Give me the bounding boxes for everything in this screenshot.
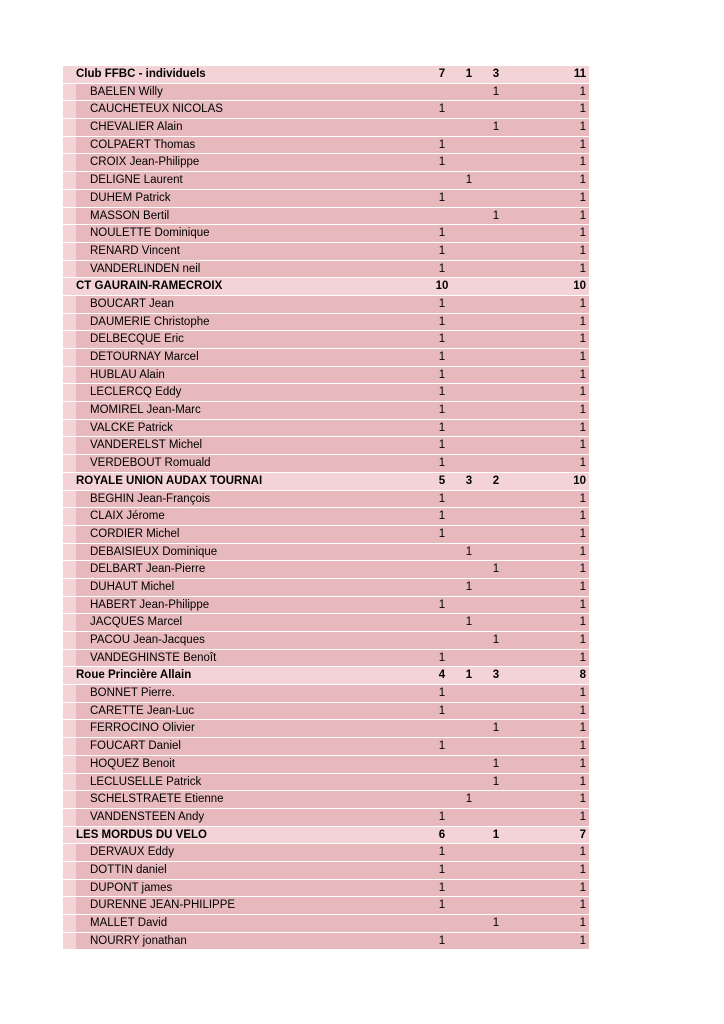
member-count-col1: 1 xyxy=(438,510,446,523)
club-name: ROYALE UNION AUDAX TOURNAI xyxy=(76,474,263,487)
member-name: COLPAERT Thomas xyxy=(90,138,196,151)
member-row xyxy=(63,720,589,738)
member-count-col2: 1 xyxy=(465,174,473,187)
member-total: 1 xyxy=(579,315,586,328)
member-name: VALCKE Patrick xyxy=(90,421,173,434)
row-indent xyxy=(63,720,76,737)
member-count-col1: 1 xyxy=(438,386,446,399)
member-count-col1: 1 xyxy=(438,103,446,116)
club-name: Club FFBC - individuels xyxy=(76,68,206,80)
member-count-col3: 1 xyxy=(492,563,500,576)
club-total: 7 xyxy=(579,828,586,841)
member-name: CAUCHETEUX NICOLAS xyxy=(90,103,223,116)
row-indent xyxy=(63,420,76,437)
member-row xyxy=(63,349,589,367)
club-name: LES MORDUS DU VELO xyxy=(76,828,207,841)
member-total: 1 xyxy=(579,457,586,470)
club-total: 11 xyxy=(573,68,586,80)
member-row xyxy=(63,862,589,880)
member-row xyxy=(63,561,589,579)
member-count-col2: 1 xyxy=(465,545,473,558)
member-row xyxy=(63,508,589,526)
member-total: 1 xyxy=(579,386,586,399)
row-indent xyxy=(63,402,76,419)
member-name: VANDENSTEEN Andy xyxy=(90,810,205,823)
member-name: DEBAISIEUX Dominique xyxy=(90,545,218,558)
row-indent xyxy=(63,172,76,189)
member-total: 1 xyxy=(579,722,586,735)
member-total: 1 xyxy=(579,563,586,576)
member-name: MASSON Bertil xyxy=(90,209,170,222)
member-row xyxy=(63,632,589,650)
row-indent xyxy=(63,526,76,543)
member-name: DAUMERIE Christophe xyxy=(90,315,210,328)
member-count-col1: 1 xyxy=(438,846,446,859)
member-total: 1 xyxy=(579,704,586,717)
club-total: 8 xyxy=(579,669,586,682)
row-indent xyxy=(63,933,76,950)
club-row xyxy=(63,667,589,685)
member-row xyxy=(63,101,589,119)
member-row xyxy=(63,402,589,420)
member-total: 1 xyxy=(579,757,586,770)
member-count-col1: 1 xyxy=(438,297,446,310)
member-count-col1: 1 xyxy=(438,863,446,876)
row-indent xyxy=(63,561,76,578)
member-row xyxy=(63,384,589,402)
member-total: 1 xyxy=(579,810,586,823)
member-total: 1 xyxy=(579,510,586,523)
member-count-col1: 1 xyxy=(438,934,446,947)
member-row xyxy=(63,491,589,509)
member-total: 1 xyxy=(579,545,586,558)
member-name: VANDERELST Michel xyxy=(90,439,203,452)
member-name: FERROCINO Olivier xyxy=(90,722,195,735)
member-name: DUHAUT Michel xyxy=(90,580,175,593)
member-total: 1 xyxy=(579,333,586,346)
member-row xyxy=(63,296,589,314)
member-name: CORDIER Michel xyxy=(90,527,180,540)
member-count-col1: 1 xyxy=(438,651,446,664)
member-name: MOMIREL Jean-Marc xyxy=(90,404,201,417)
club-total: 10 xyxy=(573,474,586,487)
member-name: JACQUES Marcel xyxy=(90,616,183,629)
member-row xyxy=(63,119,589,137)
member-name: DOTTIN daniel xyxy=(90,863,167,876)
member-count-col1: 1 xyxy=(438,404,446,417)
member-row xyxy=(63,84,589,102)
member-count-col1: 1 xyxy=(438,687,446,700)
member-row xyxy=(63,526,589,544)
member-count-col3: 1 xyxy=(492,917,500,929)
member-name: LECLUSELLE Patrick xyxy=(90,775,202,788)
row-indent xyxy=(63,296,76,313)
member-row xyxy=(63,208,589,226)
member-row xyxy=(63,137,589,155)
member-name: FOUCART Daniel xyxy=(90,740,181,753)
club-count-col1: 6 xyxy=(438,828,446,841)
member-row xyxy=(63,437,589,455)
row-indent xyxy=(63,137,76,154)
club-name: Roue Princière Allain xyxy=(76,669,192,682)
member-count-col1: 1 xyxy=(438,439,446,452)
member-total: 1 xyxy=(579,404,586,417)
club-count-col2: 3 xyxy=(465,474,473,487)
member-name: PACOU Jean-Jacques xyxy=(90,634,205,646)
row-indent xyxy=(63,349,76,366)
member-row xyxy=(63,420,589,438)
member-total: 1 xyxy=(579,262,586,275)
club-count-col3: 3 xyxy=(492,669,500,682)
club-count-col1: 5 xyxy=(438,474,446,487)
row-indent xyxy=(63,225,76,242)
member-row xyxy=(63,756,589,774)
row-indent xyxy=(63,738,76,755)
row-indent xyxy=(63,491,76,508)
member-total: 1 xyxy=(579,351,586,363)
member-row xyxy=(63,791,589,809)
member-count-col1: 1 xyxy=(438,315,446,328)
member-count-col2: 1 xyxy=(465,793,473,806)
member-count-col1: 1 xyxy=(438,191,446,204)
member-row xyxy=(63,738,589,756)
member-count-col1: 1 xyxy=(438,881,446,894)
member-name: BONNET Pierre. xyxy=(90,687,175,700)
member-count-col3: 1 xyxy=(492,85,500,98)
member-name: MALLET David xyxy=(90,917,168,929)
row-indent xyxy=(63,314,76,331)
member-count-col1: 1 xyxy=(438,156,446,169)
member-total: 1 xyxy=(579,492,586,505)
member-row xyxy=(63,774,589,792)
club-count-col3: 2 xyxy=(492,474,500,487)
club-row xyxy=(63,278,589,296)
club-count-col2: 1 xyxy=(465,68,473,80)
row-indent xyxy=(63,880,76,897)
member-count-col3: 1 xyxy=(492,121,500,134)
row-indent xyxy=(63,632,76,649)
member-total: 1 xyxy=(579,846,586,859)
row-indent xyxy=(63,844,76,861)
results-table xyxy=(63,66,589,950)
member-total: 1 xyxy=(579,793,586,806)
member-count-col1: 1 xyxy=(438,333,446,346)
club-row xyxy=(63,473,589,491)
club-count-col3: 3 xyxy=(492,68,500,80)
member-total: 1 xyxy=(579,85,586,98)
member-row xyxy=(63,915,589,933)
member-name: DERVAUX Eddy xyxy=(90,846,174,859)
member-total: 1 xyxy=(579,651,586,664)
member-total: 1 xyxy=(579,740,586,753)
member-row xyxy=(63,844,589,862)
club-name: CT GAURAIN-RAMECROIX xyxy=(76,280,223,293)
member-count-col1: 1 xyxy=(438,457,446,470)
member-total: 1 xyxy=(579,616,586,629)
member-name: DUHEM Patrick xyxy=(90,191,171,204)
row-indent xyxy=(63,774,76,791)
member-total: 1 xyxy=(579,297,586,310)
row-indent xyxy=(63,508,76,525)
member-total: 1 xyxy=(579,439,586,452)
member-name: HUBLAU Alain xyxy=(90,368,165,381)
row-indent xyxy=(63,897,76,914)
row-indent xyxy=(63,101,76,118)
member-name: DURENNE JEAN-PHILIPPE xyxy=(90,899,236,912)
member-count-col1: 1 xyxy=(438,810,446,823)
member-row xyxy=(63,367,589,385)
member-total: 1 xyxy=(579,368,586,381)
row-indent xyxy=(63,119,76,136)
row-indent xyxy=(63,791,76,808)
member-name: BOUCART Jean xyxy=(90,297,174,310)
row-indent xyxy=(63,756,76,773)
member-name: VANDEGHINSTE Benoît xyxy=(90,651,217,664)
member-name: DUPONT james xyxy=(90,881,173,894)
member-row xyxy=(63,331,589,349)
row-indent xyxy=(63,261,76,278)
member-name: DELIGNE Laurent xyxy=(90,174,183,187)
member-row xyxy=(63,243,589,261)
row-indent xyxy=(63,862,76,879)
member-name: HOQUEZ Benoit xyxy=(90,757,175,770)
member-total: 1 xyxy=(579,598,586,611)
member-row xyxy=(63,703,589,721)
member-count-col1: 1 xyxy=(438,138,446,151)
member-row xyxy=(63,933,589,951)
member-name: VANDERLINDEN neil xyxy=(90,262,201,275)
member-count-col1: 1 xyxy=(438,227,446,240)
member-name: DETOURNAY Marcel xyxy=(90,351,199,363)
member-count-col1: 1 xyxy=(438,492,446,505)
member-row xyxy=(63,579,589,597)
member-row xyxy=(63,544,589,562)
member-row xyxy=(63,597,589,615)
member-row xyxy=(63,685,589,703)
member-total: 1 xyxy=(579,899,586,912)
member-row xyxy=(63,897,589,915)
member-row xyxy=(63,455,589,473)
member-count-col3: 1 xyxy=(492,775,500,788)
member-count-col1: 1 xyxy=(438,527,446,540)
row-indent xyxy=(63,190,76,207)
member-name: HABERT Jean-Philippe xyxy=(90,598,210,611)
member-total: 1 xyxy=(579,934,586,947)
row-indent xyxy=(63,331,76,348)
member-total: 1 xyxy=(579,881,586,894)
member-name: LECLERCQ Eddy xyxy=(90,386,182,399)
member-count-col1: 1 xyxy=(438,704,446,717)
club-count-col1: 10 xyxy=(435,280,449,293)
member-row xyxy=(63,614,589,632)
row-indent xyxy=(63,544,76,561)
club-total: 10 xyxy=(573,280,586,293)
club-count-col1: 4 xyxy=(438,669,446,682)
member-count-col1: 1 xyxy=(438,351,446,363)
member-row xyxy=(63,172,589,190)
member-count-col3: 1 xyxy=(492,757,500,770)
row-indent xyxy=(63,614,76,631)
row-indent xyxy=(63,384,76,401)
member-name: CHEVALIER Alain xyxy=(90,121,183,134)
member-count-col1: 1 xyxy=(438,244,446,257)
member-name: BEGHIN Jean-François xyxy=(90,492,211,505)
club-row xyxy=(63,66,589,84)
member-total: 1 xyxy=(579,917,586,929)
club-count-col3: 1 xyxy=(492,828,500,841)
row-indent xyxy=(63,685,76,702)
member-count-col3: 1 xyxy=(492,209,500,222)
row-indent xyxy=(63,243,76,260)
member-count-col1: 1 xyxy=(438,598,446,611)
member-total: 1 xyxy=(579,156,586,169)
member-total: 1 xyxy=(579,103,586,116)
member-row xyxy=(63,190,589,208)
member-count-col2: 1 xyxy=(465,580,473,593)
member-name: DELBART Jean-Pierre xyxy=(90,563,206,576)
row-indent xyxy=(63,597,76,614)
member-total: 1 xyxy=(579,227,586,240)
member-row xyxy=(63,225,589,243)
row-indent xyxy=(63,809,76,826)
member-name: BAELEN Willy xyxy=(90,85,163,98)
member-total: 1 xyxy=(579,687,586,700)
member-row xyxy=(63,261,589,279)
member-total: 1 xyxy=(579,634,586,646)
member-count-col1: 1 xyxy=(438,421,446,434)
member-name: RENARD Vincent xyxy=(90,244,180,257)
club-row xyxy=(63,827,589,845)
member-name: CLAIX Jérome xyxy=(90,510,165,523)
member-total: 1 xyxy=(579,527,586,540)
member-name: VERDEBOUT Romuald xyxy=(90,457,211,470)
member-total: 1 xyxy=(579,174,586,187)
member-row xyxy=(63,809,589,827)
member-total: 1 xyxy=(579,775,586,788)
member-name: SCHELSTRAETE Etienne xyxy=(90,793,224,806)
member-count-col2: 1 xyxy=(465,616,473,629)
member-total: 1 xyxy=(579,863,586,876)
row-indent xyxy=(63,579,76,596)
member-name: DELBECQUE Eric xyxy=(90,333,184,346)
member-row xyxy=(63,650,589,668)
member-count-col1: 1 xyxy=(438,368,446,381)
club-count-col2: 1 xyxy=(465,669,473,682)
member-name: CROIX Jean-Philippe xyxy=(90,156,200,169)
member-total: 1 xyxy=(579,421,586,434)
member-row xyxy=(63,154,589,172)
row-indent xyxy=(63,703,76,720)
member-total: 1 xyxy=(579,121,586,134)
row-indent xyxy=(63,154,76,171)
row-indent xyxy=(63,367,76,384)
member-total: 1 xyxy=(579,580,586,593)
member-total: 1 xyxy=(579,244,586,257)
row-indent xyxy=(63,650,76,667)
member-row xyxy=(63,314,589,332)
member-total: 1 xyxy=(579,138,586,151)
member-total: 1 xyxy=(579,209,586,222)
row-indent xyxy=(63,208,76,225)
member-name: NOURRY jonathan xyxy=(90,934,187,947)
member-count-col1: 1 xyxy=(438,262,446,275)
member-count-col3: 1 xyxy=(492,634,500,646)
member-total: 1 xyxy=(579,191,586,204)
member-name: NOULETTE Dominique xyxy=(90,227,210,240)
club-count-col1: 7 xyxy=(438,68,446,80)
row-indent xyxy=(63,437,76,454)
member-count-col1: 1 xyxy=(438,740,446,753)
member-row xyxy=(63,880,589,898)
member-count-col1: 1 xyxy=(438,899,446,912)
row-indent xyxy=(63,84,76,101)
member-count-col3: 1 xyxy=(492,722,500,735)
row-indent xyxy=(63,915,76,932)
row-indent xyxy=(63,455,76,472)
member-name: CARETTE Jean-Luc xyxy=(90,704,195,717)
